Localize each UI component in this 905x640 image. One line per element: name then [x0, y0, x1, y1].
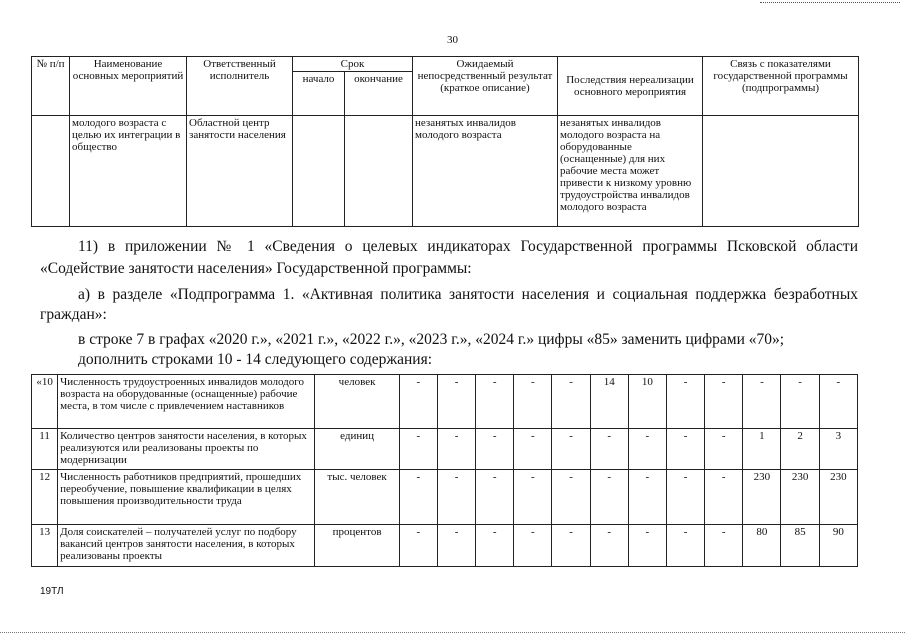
value-cell: - — [476, 429, 514, 470]
paragraph-append: дополнить строками 10 - 14 следующего содержания: — [78, 351, 433, 368]
cell-num — [32, 116, 70, 227]
header-name: Наименование основных мероприятий — [70, 57, 187, 116]
paragraph-11-line2: «Содействие занятости населения» Государственной программы: — [40, 260, 472, 277]
value-cell: - — [590, 525, 628, 567]
indicator-name: Доля соискателей – получателей услуг по подбору вакансий центров занятости населения, в которых реализованы проекты — [58, 525, 315, 567]
header-responsible: Ответственный исполнитель — [187, 57, 293, 116]
cell-end — [345, 116, 413, 227]
value-cell: - — [437, 470, 475, 525]
value-cell: - — [705, 525, 743, 567]
value-cell: 3 — [819, 429, 857, 470]
value-cell: - — [514, 470, 552, 525]
value-cell: - — [399, 429, 437, 470]
page-number: 30 — [447, 34, 458, 46]
scan-edge-bottom — [0, 632, 905, 633]
scan-edge-top — [760, 2, 900, 3]
value-cell: - — [666, 470, 704, 525]
value-cell: - — [552, 375, 590, 429]
value-cell: - — [628, 429, 666, 470]
cell-consequence: незанятых инвалидов молодого возраста на оборудованные (оснащенные) для них рабочие места может привести к низкому уровню трудоустройства инвалидов молодого возраста — [558, 116, 703, 227]
indicator-name: Численность трудоустроенных инвалидов молодого возраста на оборудованные (оснащенные) рабочие места, в том числе с привлечением наставников — [58, 375, 315, 429]
header-consequence: Последствия нереализации основного мероприятия — [558, 57, 703, 116]
unit-cell: человек — [315, 375, 399, 429]
row-number: 11 — [32, 429, 58, 470]
value-cell: - — [666, 375, 704, 429]
value-cell: 230 — [781, 470, 819, 525]
value-cell: - — [399, 525, 437, 567]
value-cell: - — [514, 429, 552, 470]
paragraph-row7: в строке 7 в графах «2020 г.», «2021 г.», «2022 г.», «2023 г.», «2024 г.» цифры «85» заменить цифрами «70»; — [78, 331, 785, 348]
value-cell: 14 — [590, 375, 628, 429]
value-cell: - — [628, 470, 666, 525]
table-row — [32, 116, 859, 227]
indicators-table — [31, 374, 858, 567]
table-row — [32, 429, 858, 470]
value-cell: 90 — [819, 525, 857, 567]
value-cell: - — [514, 525, 552, 567]
unit-cell: единиц — [315, 429, 399, 470]
header-term: Срок — [293, 57, 413, 72]
paragraph-11-line1: 11) в приложении № 1 «Сведения о целевых индикаторах Государственной программы Псковской области — [78, 238, 858, 255]
cell-link — [703, 116, 859, 227]
value-cell: - — [437, 525, 475, 567]
value-cell: - — [552, 525, 590, 567]
value-cell: - — [552, 470, 590, 525]
value-cell: 2 — [781, 429, 819, 470]
paragraph-a-line2: граждан»: — [40, 306, 107, 323]
value-cell: - — [590, 429, 628, 470]
value-cell: - — [781, 375, 819, 429]
indicator-name: Количество центров занятости населения, в которых реализуются или реализованы проекты по модернизации — [58, 429, 315, 470]
value-cell: 10 — [628, 375, 666, 429]
value-cell: - — [819, 375, 857, 429]
value-cell: - — [590, 470, 628, 525]
value-cell: 1 — [743, 429, 781, 470]
header-end: окончание — [345, 72, 413, 116]
header-result: Ожидаемый непосредственный результат (краткое описание) — [413, 57, 558, 116]
value-cell: - — [476, 375, 514, 429]
value-cell: - — [705, 429, 743, 470]
unit-cell: процентов — [315, 525, 399, 567]
value-cell: 230 — [743, 470, 781, 525]
footer-code: 19ТЛ — [40, 586, 64, 597]
paragraph-a-line1: а) в разделе «Подпрограмма 1. «Активная политика занятости населения и социальная поддержка безработных — [78, 286, 858, 303]
value-cell: - — [476, 470, 514, 525]
value-cell: - — [552, 429, 590, 470]
cell-name: молодого возраста с целью их интеграции в общество — [70, 116, 187, 227]
value-cell: 230 — [819, 470, 857, 525]
value-cell: - — [437, 375, 475, 429]
value-cell: - — [743, 375, 781, 429]
header-num: № п/п — [32, 57, 70, 116]
value-cell: - — [666, 429, 704, 470]
value-cell: - — [399, 470, 437, 525]
value-cell: - — [705, 470, 743, 525]
value-cell: 80 — [743, 525, 781, 567]
header-link: Связь с показателями государственной программы (подпрограммы) — [703, 57, 859, 116]
value-cell: - — [399, 375, 437, 429]
value-cell: - — [628, 525, 666, 567]
value-cell: - — [437, 429, 475, 470]
value-cell: - — [666, 525, 704, 567]
header-start: начало — [293, 72, 345, 116]
row-number: «10 — [32, 375, 58, 429]
row-number: 13 — [32, 525, 58, 567]
table-row — [32, 470, 858, 525]
value-cell: - — [476, 525, 514, 567]
row-number: 12 — [32, 470, 58, 525]
value-cell: - — [514, 375, 552, 429]
table-row — [32, 375, 858, 429]
unit-cell: тыс. человек — [315, 470, 399, 525]
cell-start — [293, 116, 345, 227]
measures-table — [31, 56, 859, 227]
value-cell: - — [705, 375, 743, 429]
value-cell: 85 — [781, 525, 819, 567]
table-row — [32, 525, 858, 567]
cell-result: незанятых инвалидов молодого возраста — [413, 116, 558, 227]
header-row — [32, 57, 859, 72]
indicator-name: Численность работников предприятий, прошедших переобучение, повышение квалификации в целях повышения производительности труда — [58, 470, 315, 525]
cell-responsible: Областной центр занятости населения — [187, 116, 293, 227]
